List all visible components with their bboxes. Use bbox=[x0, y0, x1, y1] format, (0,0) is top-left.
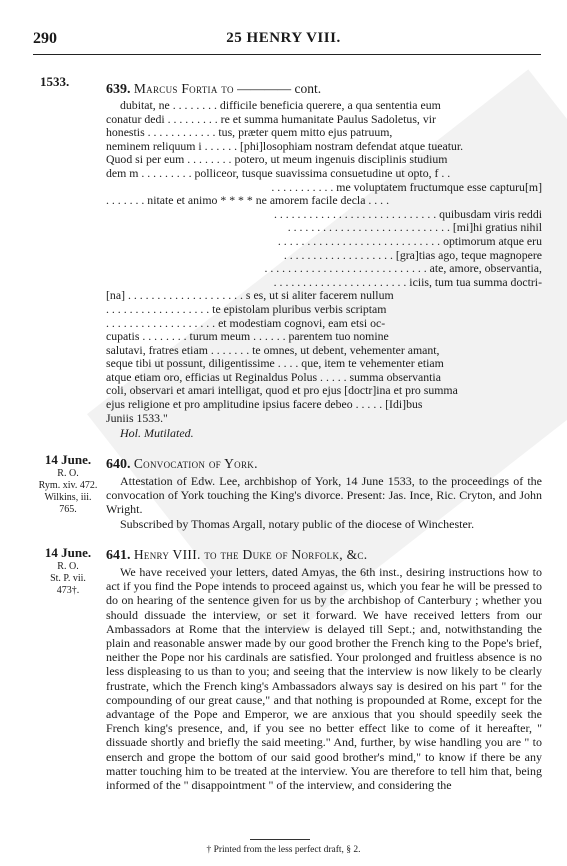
entry-note: Hol. Mutilated. bbox=[120, 426, 194, 441]
page-number: 290 bbox=[33, 30, 57, 47]
entry-641-margin bbox=[33, 545, 103, 597]
source-ref: 765. bbox=[59, 504, 77, 515]
entry-title: Convocation of York. bbox=[133, 456, 258, 471]
latin-line: conatur dedi . . . . . . . . . re et summa humanitate Paulus Sadoletus, vir bbox=[106, 112, 436, 126]
latin-line: . . . . . . . . . . . . . . . . . . . . . . . . . . . . ate, amore, observantia, bbox=[264, 262, 542, 276]
latin-line: honestis . . . . . . . . . . . . tus, præter quem mitto ejus patruum, bbox=[106, 126, 393, 140]
entry-number: 639. bbox=[106, 82, 131, 97]
source-ref: St. P. vii. bbox=[50, 573, 86, 584]
entry-title: Henry VIII. to the Duke of Norfolk, &c. bbox=[133, 547, 368, 562]
latin-line: . . . . . . . . . . . . . . . . . . . . . . . . . . . . [mi]hi gratius nihil bbox=[287, 221, 542, 235]
latin-line: cupatis . . . . . . . . turum meum . . . . . . parentem tuo nomine bbox=[106, 330, 389, 344]
latin-line: . . . . . . . nitate et animo * * * * ne amorem facile decla . . . . bbox=[106, 194, 390, 208]
entry-date: 14 June. bbox=[44, 545, 92, 560]
latin-line: dubitat, ne . . . . . . . . difficile beneficia querere, a qua sententia eum bbox=[120, 99, 441, 112]
footnote: † Printed from the less perfect draft, § 2. bbox=[206, 845, 361, 855]
source-ref: 473†. bbox=[56, 585, 80, 596]
entry-title: Marcus Fortia to bbox=[133, 81, 234, 96]
latin-line: seque tibi ut possunt, diligentissime . . . . que, item te vehementer etiam bbox=[106, 357, 444, 371]
source-ref: Wilkins, iii. bbox=[44, 492, 92, 503]
header-rule bbox=[33, 54, 541, 55]
entry-640 bbox=[106, 455, 542, 531]
latin-line: . . . . . . . . . . . . . . . . . . . . . . . . . . . . quibusdam viris reddi bbox=[273, 207, 542, 221]
year-label: 1533. bbox=[40, 74, 70, 89]
entry-number: 641. bbox=[106, 548, 131, 563]
running-title: 25 HENRY VIII. bbox=[226, 30, 341, 46]
latin-line: dem m . . . . . . . . . polliceor, tusque suavissima consuetudine ut opto, f . . bbox=[106, 166, 451, 180]
latin-line: . . . . . . . . . . . . . . . . . . . et modestiam cognovi, eam etsi oc- bbox=[106, 316, 386, 330]
latin-line: . . . . . . . . . . . . . . . . . . . . . . . . . . . . optimorum atque eru bbox=[277, 234, 542, 248]
latin-line: Juniis 1533." bbox=[106, 411, 168, 425]
latin-line: . . . . . . . . . . . . . . . . . . . . . . . iciis, tum tua summa doctri- bbox=[273, 275, 542, 289]
latin-line: neminem reliquum i . . . . . . [phi]losophiam nostram defendat atque tueatur. bbox=[106, 139, 464, 153]
latin-line: salutavi, fratres etiam . . . . . . . te omnes, ut debent, vehementer amant, bbox=[106, 343, 440, 357]
latin-line: . . . . . . . . . . . . . . . . . . te epistolam pluribus verbis scriptam bbox=[106, 302, 387, 316]
entry-640-margin bbox=[33, 452, 103, 516]
entry-paragraph: Attestation of Edw. Lee, archbishop of York, 14 June 1533, to the proceedings of the convocation of York touching the King's divorce. Present: Jas. Ince, Ric. Cryton, and John Wright. bbox=[106, 474, 542, 517]
latin-line: [na] . . . . . . . . . . . . . . . . . . . . s es, ut si aliter facerem nullum bbox=[106, 289, 394, 303]
entry-641 bbox=[106, 546, 542, 792]
entry-title-suffix: ———— cont. bbox=[237, 81, 322, 96]
source-ref: R. O. bbox=[57, 468, 79, 479]
source-ref: R. O. bbox=[57, 561, 79, 572]
entry-date: 14 June. bbox=[44, 452, 92, 467]
entry-640-heading bbox=[106, 455, 542, 474]
latin-line: . . . . . . . . . . . . . . . . . . . [gra]tias ago, teque magnopere bbox=[283, 248, 542, 262]
source-ref: Rym. xiv. 472. bbox=[38, 480, 98, 491]
latin-line: atque etiam oro, efficias ut Reginaldus Polus . . . . . summa observantia bbox=[106, 370, 441, 384]
latin-line: . . . . . . . . . . . me voluptatem fructumque esse capturu[m] bbox=[271, 180, 542, 194]
latin-line: Quod si per eum . . . . . . . . potero, ut meum ingenuis disciplinis studium bbox=[106, 153, 448, 167]
latin-line: coli, observari et amari intelligat, quod et pro ejus [doctr]ina et pro summa bbox=[106, 384, 458, 398]
latin-text bbox=[106, 99, 542, 425]
entry-paragraph: Subscribed by Thomas Argall, notary public of the diocese of Winchester. bbox=[120, 516, 475, 531]
entry-639 bbox=[106, 80, 542, 441]
entry-639-heading bbox=[106, 80, 542, 99]
latin-line: ejus religione et pro amplitudine ipsius facere debeo . . . . . [Idi]bus bbox=[106, 398, 423, 412]
entry-number: 640. bbox=[106, 457, 131, 472]
footnote-rule bbox=[250, 839, 310, 840]
letter-body: We have received your letters, dated Amyas, the 6th inst., desiring instructions how to act if you find the Pope intends to proceed against us, which you fear he will be pressed to do on hearing of the sentence given for us by the archbishop of Canterbury ; whether you should dissuade the interview, or set it forward. We have received letters from our Ambassadors at Rome that the interview is delayed till Sept.; and, notwithstanding the plain and reasonable answer made by our good brother the French king to the Pope's brief, neither the Pope nor his cardinals are satisfied. Your prolonged and fruitless absence is no less displeasing to us than to you; and seeing that the interview is now likely to be clearly frustrate, which the French king's Ambassadors always say is desired on his part " for the compounding of our great cause," and that nothing is propounded at Rome, except for the advantage of the Pope and Emperor, we are anxious that you should speedily seek the French king's presence, and, if you see no better effect like to come of it hereafter, " dissuade shortly and briefly the said meeting." And, further, by wise handling you are " to enserch and grope the bottom of our said good brother's mind," to know if there be any matter touching him to be treated at the interview. You are therefore to tell him that, being informed of the " disappointment " of the interview, and considering the bbox=[106, 565, 542, 793]
entry-641-heading bbox=[106, 546, 542, 565]
